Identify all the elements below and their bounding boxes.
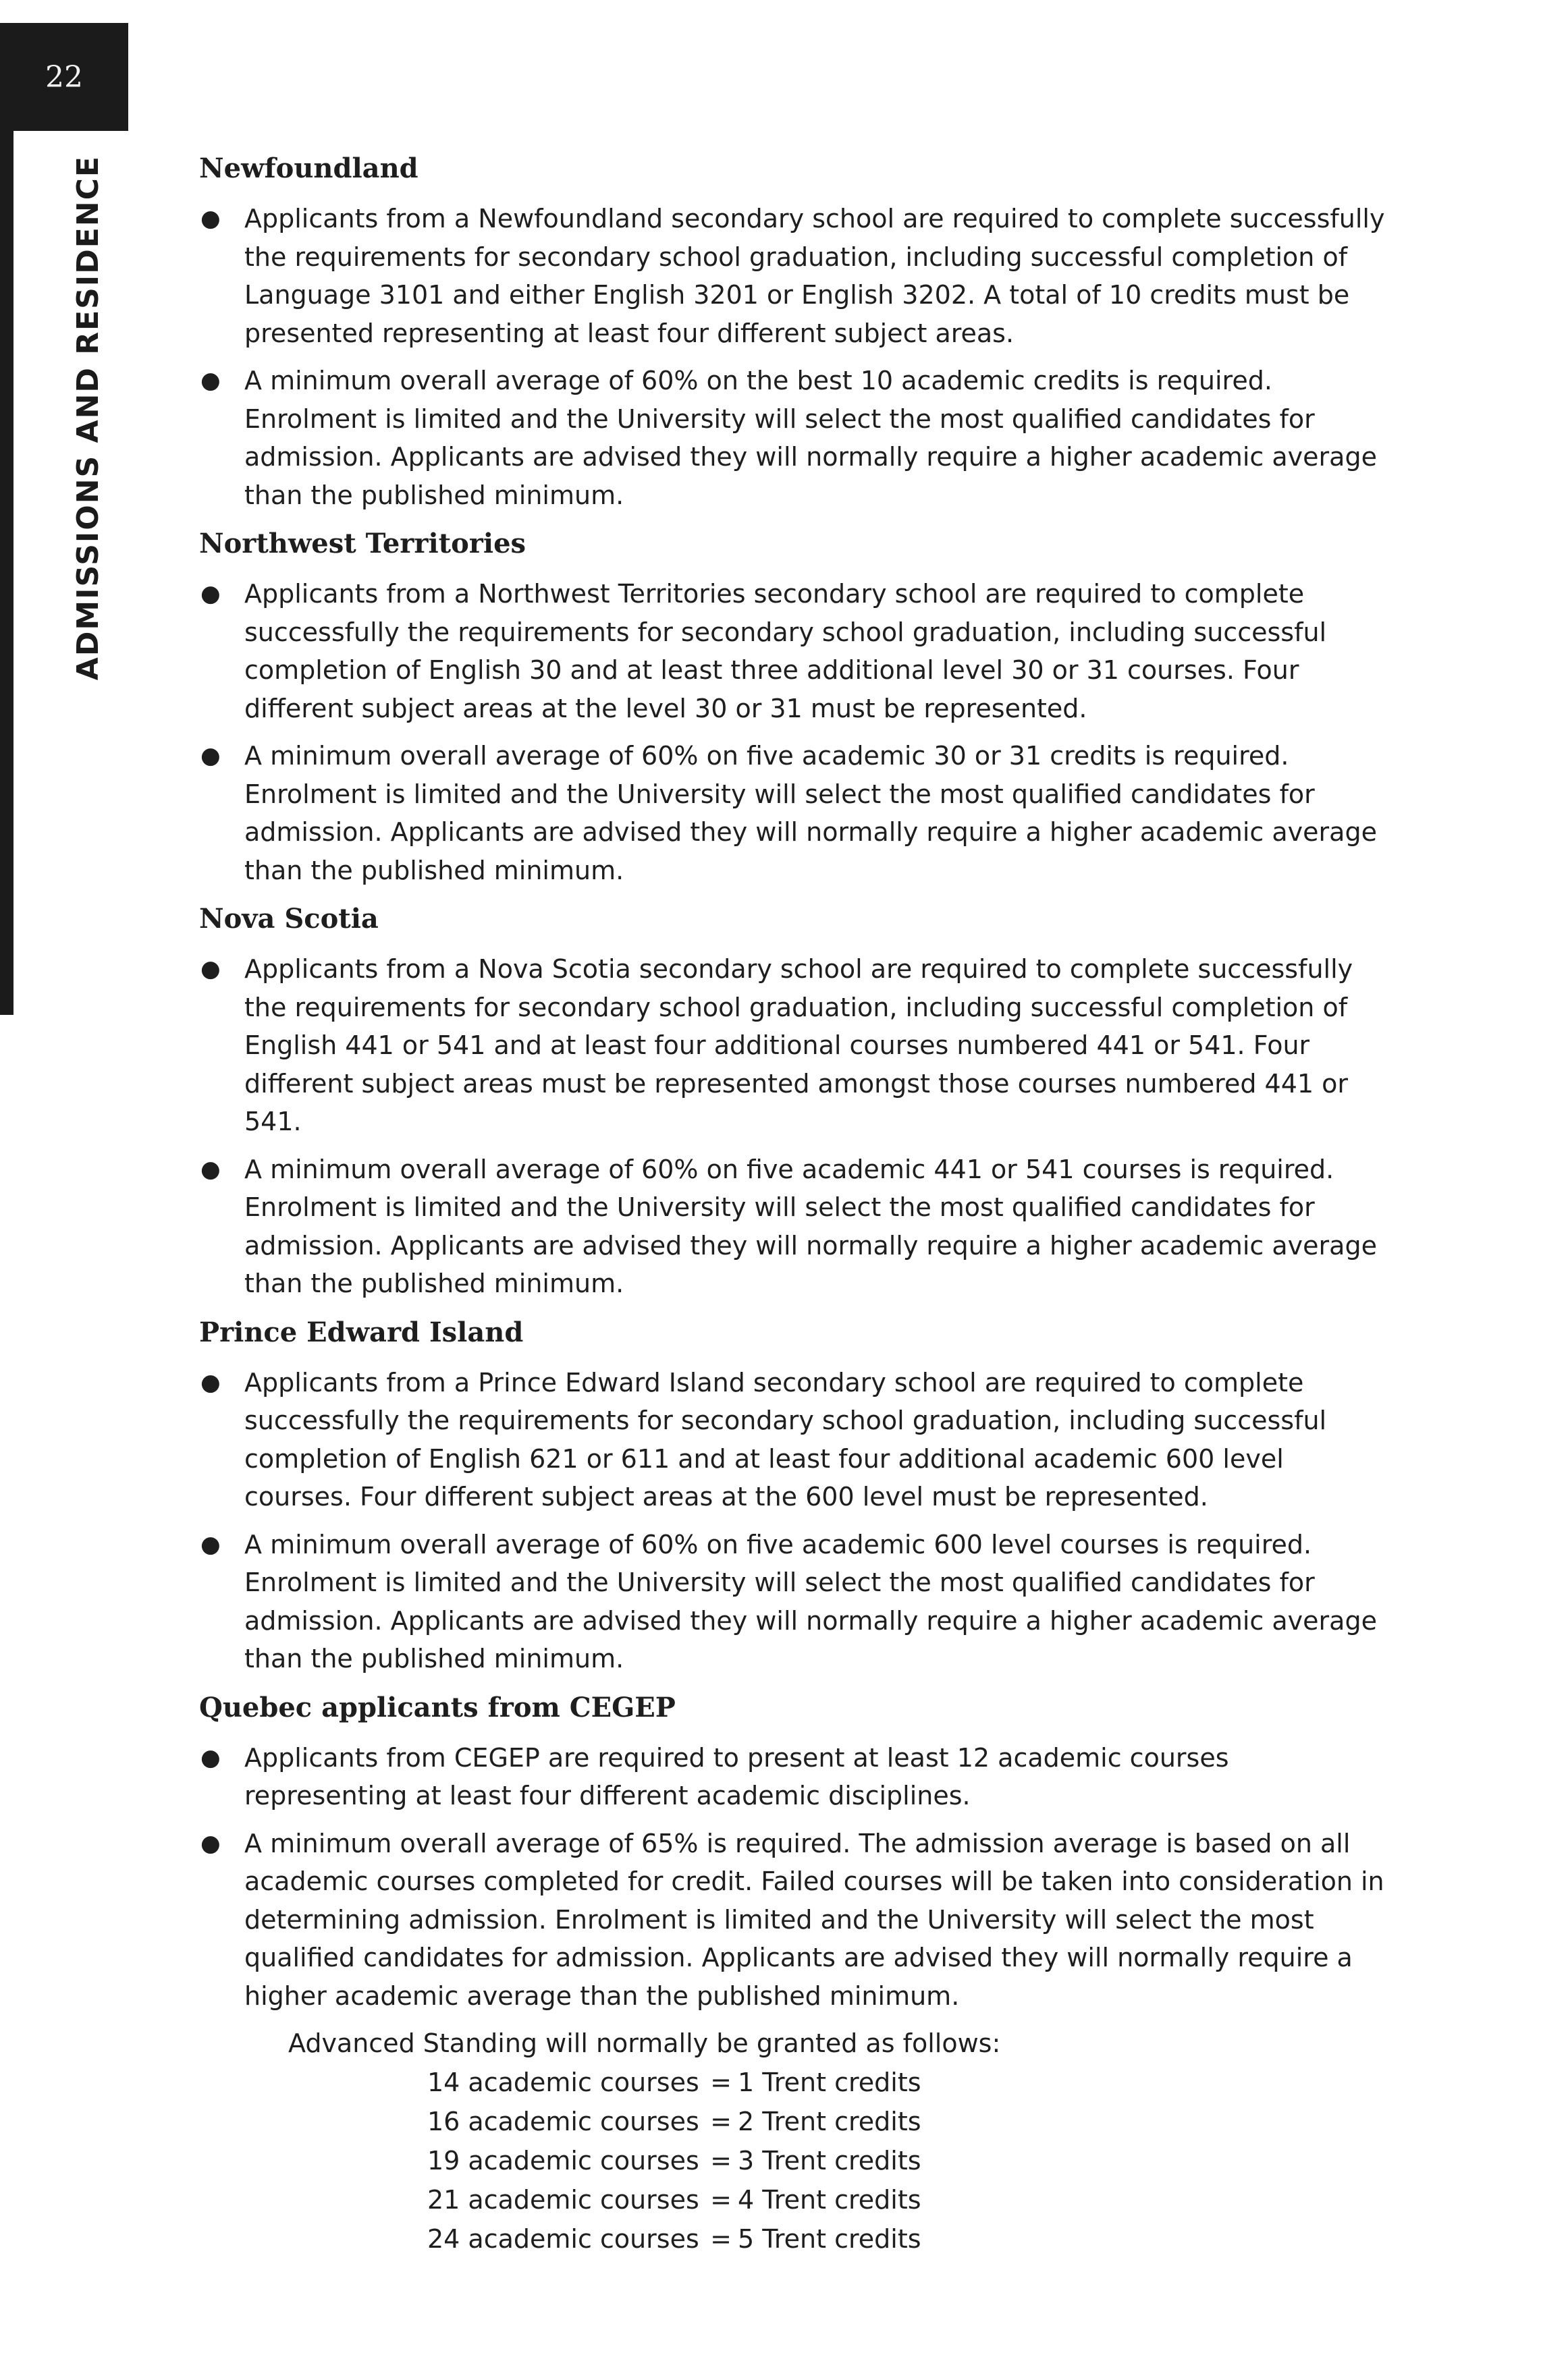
section-heading: Nova Scotia — [199, 903, 379, 935]
section-heading: Northwest Territories — [199, 528, 526, 559]
list-item — [199, 200, 1394, 352]
trent-credits-cell: 4 Trent credits — [738, 2184, 921, 2215]
bullet-icon: ● — [200, 367, 221, 394]
equals-sign: = — [710, 2145, 732, 2176]
trent-credits-cell: 5 Trent credits — [738, 2223, 921, 2254]
bullet-icon: ● — [200, 956, 221, 983]
academic-courses-cell: 19 academic courses — [427, 2145, 699, 2176]
bullet-text: A minimum overall average of 60% on five academic 441 or 541 courses is required. Enrolment is limited and the University will select the most qualified candidates for admission. Applicants are advised they will normally require a higher academic average than the published minimum. — [244, 1154, 1377, 1298]
academic-courses-cell: 21 academic courses — [427, 2184, 699, 2215]
section-heading: Quebec applicants from CEGEP — [199, 1691, 676, 1723]
list-item — [199, 1825, 1394, 2016]
table-row — [427, 2102, 1394, 2141]
bullet-text: A minimum overall average of 65% is required. The admission average is based on all academic courses completed for credit. Failed courses will be taken into consideration in determining admission. Enrolment is limited and the University will select the most qualified candidates for admission. Applicants are advised they will normally require a higher academic average than the published minimum. — [244, 1828, 1384, 2011]
page-content — [199, 150, 1394, 2269]
bullet-text: Applicants from a Newfoundland secondary school are required to complete successfully the requirements for secondary school graduation, including successful completion of Language 3101 and either English 3201 or English 3202. A total of 10 credits must be presented representing at least four different subject areas. — [244, 204, 1385, 348]
list-item — [199, 1364, 1394, 1516]
page-number: 22 — [0, 23, 128, 131]
list-item — [199, 1151, 1394, 1303]
equals-sign: = — [710, 2184, 732, 2215]
trent-credits-cell: 3 Trent credits — [738, 2145, 921, 2176]
section-heading: Prince Edward Island — [199, 1316, 524, 1348]
table-row — [427, 2219, 1394, 2259]
bullet-icon: ● — [200, 205, 221, 232]
list-item — [199, 575, 1394, 727]
advanced-standing-table — [199, 2063, 1394, 2259]
side-bar — [0, 131, 13, 1015]
table-row — [427, 2063, 1394, 2102]
section-quebec-cegep — [199, 1689, 1394, 2259]
bullet-icon: ● — [200, 1368, 221, 1396]
academic-courses-cell: 14 academic courses — [427, 2067, 699, 2097]
section-northwest-territories — [199, 525, 1394, 889]
section-nova-scotia — [199, 900, 1394, 1303]
equals-sign: = — [710, 2106, 732, 2136]
bullet-icon: ● — [200, 1744, 221, 1771]
bullet-icon: ● — [200, 1829, 221, 1857]
list-item — [199, 950, 1394, 1141]
bullet-icon: ● — [200, 1530, 221, 1558]
advanced-standing-intro: Advanced Standing will normally be granted as follows: — [288, 2028, 1001, 2058]
bullet-icon: ● — [200, 742, 221, 769]
bullet-text: A minimum overall average of 60% on five academic 30 or 31 credits is required. Enrolment is limited and the University will select the most qualified candidates for admission. Applicants are advised they will normally require a higher academic average than the published minimum. — [244, 741, 1377, 885]
section-side-label: ADMISSIONS AND RESIDENCE — [71, 155, 105, 681]
bullet-text: Applicants from a Prince Edward Island secondary school are required to complete successfully the requirements for secondary school graduation, including successful completion of English 621 or 611 and at least four additional academic 600 level courses. Four different subject areas at the 600 level must be represented. — [244, 1367, 1327, 1512]
academic-courses-cell: 16 academic courses — [427, 2106, 699, 2136]
equals-sign: = — [710, 2067, 732, 2097]
bullet-text: Applicants from a Northwest Territories secondary school are required to complete successfully the requirements for secondary school graduation, including successful completion of English 30 and at least three additional level 30 or 31 courses. Four different subject areas at the level 30 or 31 must be represented. — [244, 579, 1327, 723]
section-prince-edward-island — [199, 1314, 1394, 1678]
table-row — [427, 2180, 1394, 2219]
table-row — [427, 2141, 1394, 2180]
equals-sign: = — [710, 2223, 732, 2254]
bullet-icon: ● — [200, 580, 221, 607]
bullet-icon: ● — [200, 1155, 221, 1183]
bullet-text: A minimum overall average of 60% on the best 10 academic credits is required. Enrolment is limited and the University will select the most qualified candidates for admission. Applicants are advised they will normally require a higher academic average than the published minimum. — [244, 366, 1377, 510]
bullet-text: Applicants from a Nova Scotia secondary school are required to complete successfully the requirements for secondary school graduation, including successful completion of English 441 or 541 and at least four additional courses numbered 441 or 541. Four different subject areas must be represented amongst those courses numbered 441 or 541. — [244, 954, 1353, 1136]
list-item — [199, 1526, 1394, 1678]
bullet-text: Applicants from CEGEP are required to present at least 12 academic courses representing at least four different academic disciplines. — [244, 1742, 1229, 1810]
trent-credits-cell: 2 Trent credits — [738, 2106, 921, 2136]
bullet-text: A minimum overall average of 60% on five academic 600 level courses is required. Enrolment is limited and the University will select the most qualified candidates for admission. Applicants are advised they will normally require a higher academic average than the published minimum. — [244, 1529, 1377, 1673]
list-item — [199, 737, 1394, 889]
section-heading: Newfoundland — [199, 153, 418, 184]
list-item — [199, 1739, 1394, 1815]
trent-credits-cell: 1 Trent credits — [738, 2067, 921, 2097]
academic-courses-cell: 24 academic courses — [427, 2223, 699, 2254]
section-newfoundland — [199, 150, 1394, 514]
list-item — [199, 362, 1394, 514]
